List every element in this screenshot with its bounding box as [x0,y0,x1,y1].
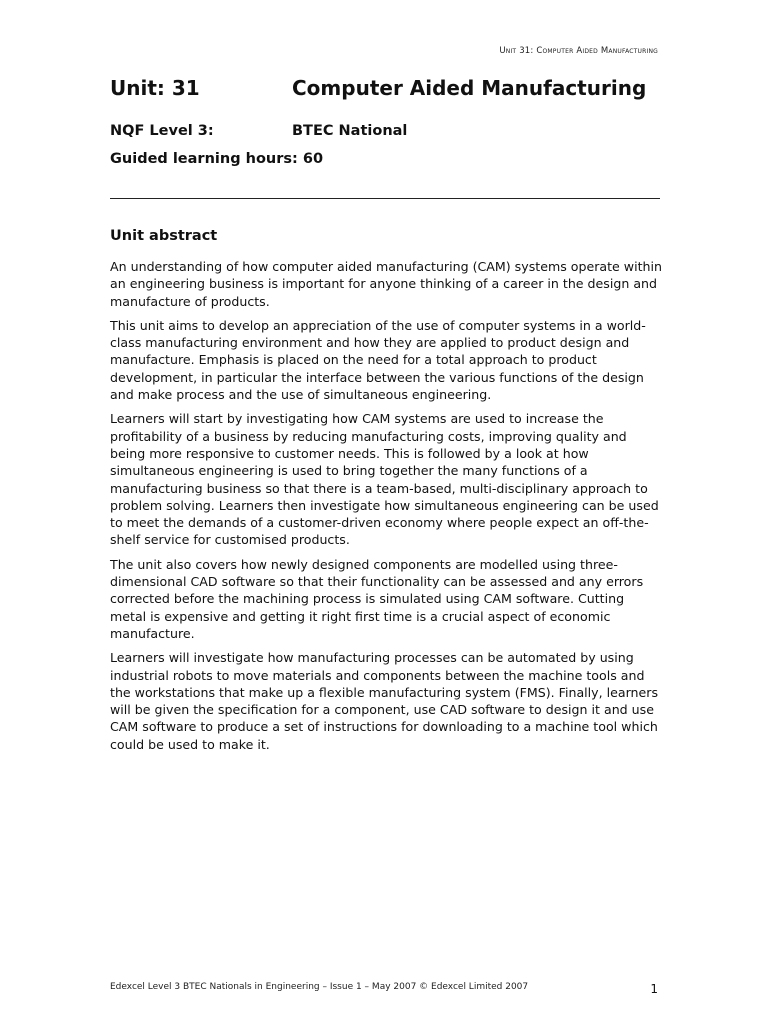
unit-number: Unit: 31 [110,76,200,100]
running-header: Unit 31: Computer Aided Manufacturing [499,46,658,56]
nqf-level-row [110,123,408,139]
page-number: 1 [650,982,658,996]
section-heading-unit-abstract: Unit abstract [110,228,218,244]
abstract-paragraph: Learners will investigate how manufacturing processes can be automated by using industrial robots to move materials and components between the machine tools and the workstations that make up a flexible manufacturing system (FMS). Finally, learners will be given the specification for a component, use CAD software to design it and use CAM software to produce a set of instructions for downloading to a machine tool which could be used to make it. [110,650,659,752]
unit-title: Computer Aided Manufacturing [292,76,647,100]
guided-hours-row [110,151,323,167]
unit-title-row [110,76,670,106]
page-footer: Edexcel Level 3 BTEC Nationals in Engineering – Issue 1 – May 2007 © Edexcel Limited 2007 [110,982,529,992]
nqf-level-value: BTEC National [292,123,408,139]
nqf-level-label: NQF Level 3: [110,123,214,139]
abstract-body [110,258,662,760]
guided-hours-label: Guided learning hours: [110,151,298,167]
guided-hours-value: 60 [302,151,324,167]
abstract-paragraph: An understanding of how computer aided manufacturing (CAM) systems operate within an engineering business is important for anyone thinking of a career in the design and manufacture of products. [110,259,663,309]
abstract-paragraph: Learners will start by investigating how CAM systems are used to increase the profitability of a business by reducing manufacturing costs, improving quality and being more responsive to customer needs. This is followed by a look at how simultaneous engineering is used to bring together the many functions of a manufacturing business so that there is a team-based, multi-disciplinary approach to problem solving. Learners then investigate how simultaneous engineering can be used to meet the demands of a customer-driven economy where people expect an off-the-shelf service for customised products. [110,411,659,548]
divider-rule [110,198,660,199]
abstract-paragraph: The unit also covers how newly designed components are modelled using three-dimensional CAD software so that their functionality can be assessed and any errors corrected before the machining process is simulated using CAM software. Cutting metal is expensive and getting it right first time is a crucial aspect of economic manufacture. [110,556,644,641]
abstract-paragraph: This unit aims to develop an appreciation of the use of computer systems in a world-class manufacturing environment and how they are applied to product design and manufacture. Emphasis is placed on the need for a total approach to product development, in particular the interface between the various functions of the design and make process and the use of simultaneous engineering. [110,317,646,403]
